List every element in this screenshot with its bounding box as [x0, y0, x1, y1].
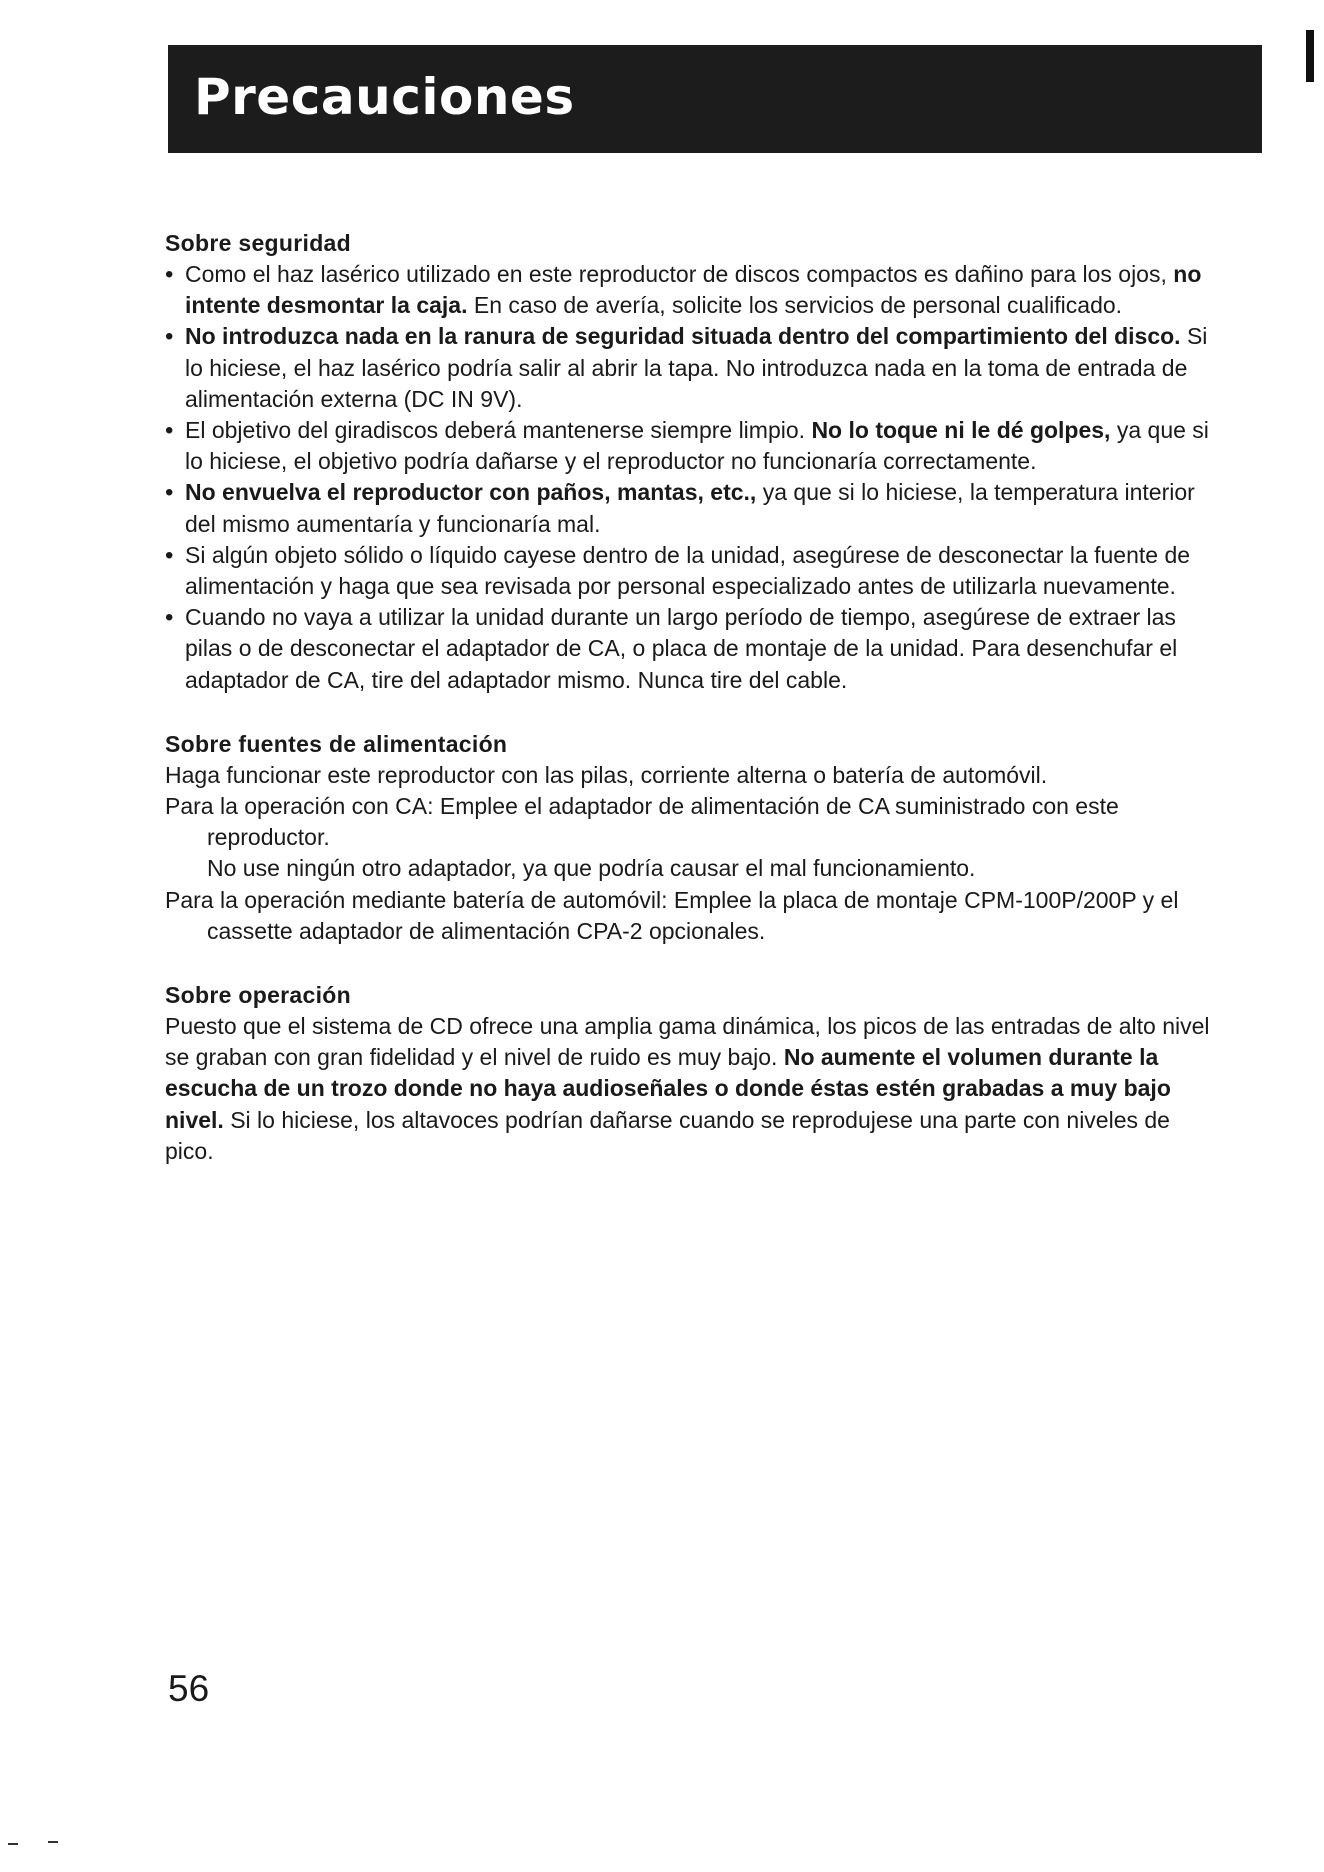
- section-title-safety: Sobre seguridad: [165, 230, 351, 256]
- scan-mark: [8, 1843, 18, 1845]
- header-bar: [168, 45, 1262, 153]
- power-ca-instruction: Para la operación con CA: Emplee el adaptador de alimentación de CA suministrado con este reproductor.: [165, 793, 1119, 851]
- page-title: Precauciones: [194, 68, 575, 126]
- emphasis-text: no intente desmontar la caja.: [185, 261, 1202, 319]
- list-item: • Como el haz lasérico utilizado en este reproductor de discos compactos es dañino para los ojos, no intente desmontar la caja. En caso de avería, solicite los servicios de personal cualificado.: [165, 259, 1210, 321]
- list-item: • Cuando no vaya a utilizar la unidad durante un largo período de tiempo, asegúrese de extraer las pilas o de desconectar el adaptador de CA, o placa de montaje de la unidad. Para desenchufar el adaptador de CA, tire del adaptador mismo. Nunca tire del cable.: [165, 602, 1210, 696]
- power-car-instruction: Para la operación mediante batería de automóvil: Emplee la placa de montaje CPM-100P/200P y el cassette adaptador de alimentación CPA-2 opcionales.: [165, 886, 1179, 944]
- list-item: • No envuelva el reproductor con paños, mantas, etc., ya que si lo hiciese, la temperatura interior del mismo aumentaría y funcionaría mal.: [165, 477, 1210, 539]
- page-edge-marker: [1306, 30, 1314, 82]
- power-ca-note: No use ningún otro adaptador, ya que podría causar el mal funcionamiento.: [207, 855, 976, 882]
- emphasis-text: No envuelva el reproductor con paños, mantas, etc.,: [185, 479, 757, 506]
- emphasis-text: No aumente el volumen durante la escucha de un trozo donde no haya audioseñales o donde éstas estén grabadas a muy bajo nivel.: [165, 1044, 1171, 1133]
- operation-body: Puesto que el sistema de CD ofrece una amplia gama dinámica, los picos de las entradas de alto nivel se graban con gran fidelidad y el nivel de ruido es muy bajo. No aumente el volumen durante la escucha de un trozo donde no haya audioseñales o donde éstas estén grabadas a muy bajo nivel. Si lo hiciese, los altavoces podrían dañarse cuando se reprodujese una parte con niveles de pico.: [165, 1013, 1210, 1164]
- list-item: • No introduzca nada en la ranura de seguridad situada dentro del compartimiento del disco. Si lo hiciese, el haz lasérico podría salir al abrir la tapa. No introduzca nada en la toma de entrada de alimentación externa (DC IN 9V).: [165, 321, 1210, 415]
- section-operation: [165, 980, 1210, 1167]
- emphasis-text: No lo toque ni le dé golpes,: [811, 417, 1111, 444]
- list-item: • El objetivo del giradiscos deberá mantenerse siempre limpio. No lo toque ni le dé golpes, ya que si lo hiciese, el objetivo podría dañarse y el reproductor no funcionaría correctamente.: [165, 415, 1210, 477]
- safety-bullet-list: [165, 259, 1210, 696]
- page-number: 56: [168, 1668, 210, 1709]
- section-title-operation: Sobre operación: [165, 982, 351, 1009]
- section-title-power: Sobre fuentes de alimentación: [165, 730, 508, 757]
- main-content: [165, 228, 1210, 1167]
- emphasis-text: No introduzca nada en la ranura de seguridad situada dentro del compartimiento del disco.: [185, 323, 1181, 350]
- scan-mark: [48, 1841, 58, 1843]
- power-intro: Haga funcionar este reproductor con las pilas, corriente alterna o batería de automóvil.: [165, 761, 1048, 788]
- section-safety: [165, 228, 1210, 696]
- section-power: [165, 729, 1210, 947]
- list-item: • Si algún objeto sólido o líquido cayese dentro de la unidad, asegúrese de desconectar la fuente de alimentación y haga que sea revisada por personal especializado antes de utilizarla nuevamente.: [165, 540, 1210, 602]
